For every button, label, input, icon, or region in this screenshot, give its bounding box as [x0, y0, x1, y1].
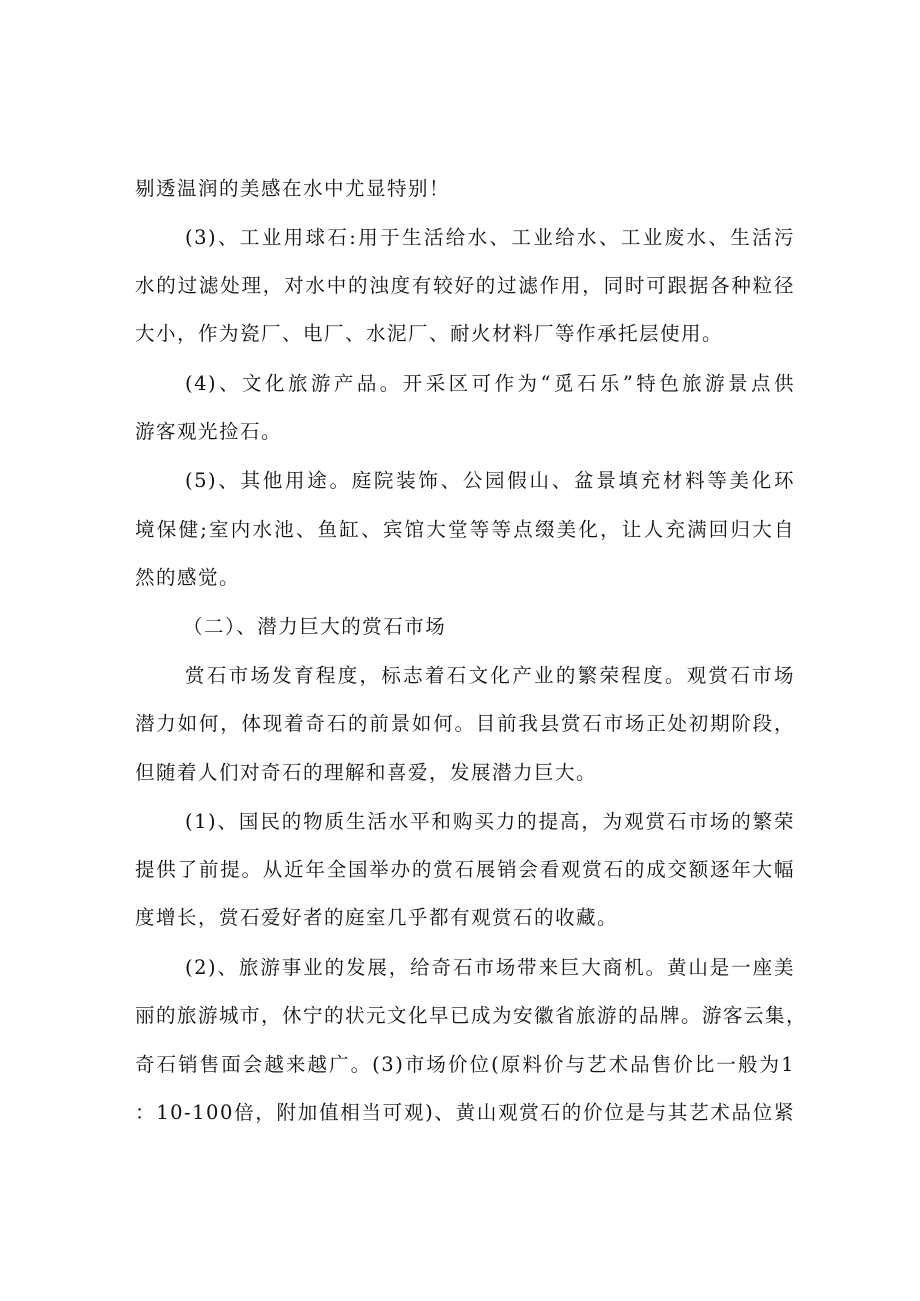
paragraph-line: 潜力如何，体现着奇石的前景如何。目前我县赏石市场正处初期阶段， — [135, 712, 795, 735]
paragraph-line: 度增长，赏石爱好者的庭室几乎都有观赏石的收藏。 — [135, 906, 619, 929]
paragraph-line: 水的过滤处理，对水中的浊度有较好的过滤作用，同时可跟据各种粒径 — [135, 274, 795, 297]
paragraph-line: 赏石市场发育程度，标志着石文化产业的繁荣程度。观赏石市场 — [185, 664, 795, 687]
paragraph-line: 奇石销售面会越来越广。(3)市场价位(原料价与艺术品售价比一般为1 — [135, 1053, 795, 1076]
paragraph-line: 境保健;室内水池、鱼缸、宾馆大堂等等点缀美化，让人充满回归大自 — [135, 518, 795, 541]
paragraph-line: 大小，作为瓷厂、电厂、水泥厂、耐火材料厂等作承托层使用。 — [135, 322, 724, 345]
paragraph-line: ：10-100倍，附加值相当可观)、黄山观赏石的价位是与其艺术品位紧 — [135, 1101, 795, 1124]
paragraph-line: (5)、其他用途。庭院装饰、公园假山、盆景填充材料等美化环 — [185, 469, 795, 492]
paragraph-line: (3)、工业用球石:用于生活给水、工业给水、工业废水、生活污 — [185, 226, 795, 249]
paragraph-line: (2)、旅游事业的发展，给奇石市场带来巨大商机。黄山是一座美 — [185, 956, 795, 979]
paragraph-line: 提供了前提。从近年全国举办的赏石展销会看观赏石的成交额逐年大幅 — [135, 858, 795, 881]
paragraph-line: 然的感觉。 — [135, 566, 241, 589]
paragraph-line: 游客观光捡石。 — [135, 420, 283, 443]
paragraph-line: (1)、国民的物质生活水平和购买力的提高，为观赏石市场的繁荣 — [185, 810, 795, 833]
paragraph-line: 剔透温润的美感在水中尤显特别！ — [135, 177, 451, 200]
paragraph-line: (4)、文化旅游产品。开采区可作为“觅石乐”特色旅游景点供 — [185, 372, 795, 395]
section-heading: （二）、潜力巨大的赏石市场 — [183, 615, 447, 638]
paragraph-line: 但随着人们对奇石的理解和喜爱，发展潜力巨大。 — [135, 761, 598, 784]
paragraph-line: 丽的旅游城市，休宁的状元文化早已成为安徽省旅游的品牌。游客云集， — [135, 1004, 808, 1027]
